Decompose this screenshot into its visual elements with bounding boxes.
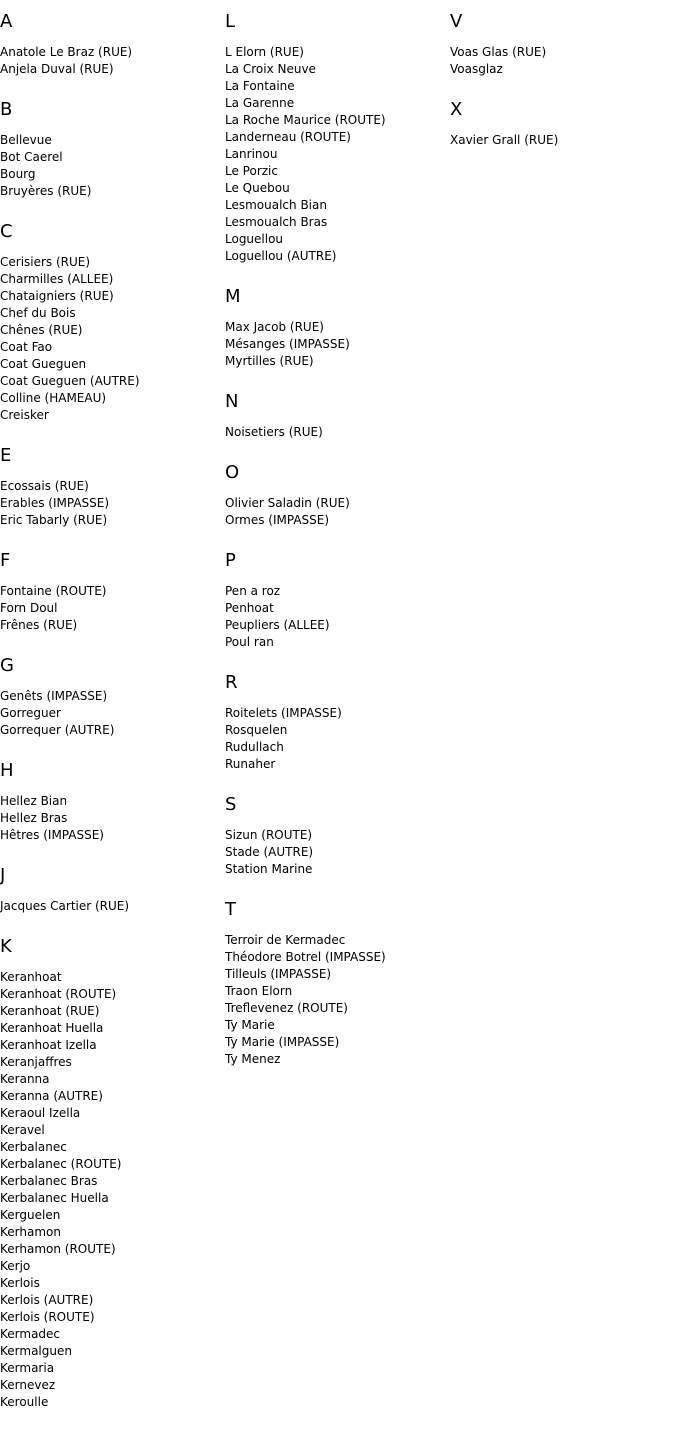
street-name: L Elorn (RUE): [225, 45, 304, 59]
street-name: Kerguelen: [0, 1208, 61, 1222]
street-name: Forn Doul: [0, 601, 58, 615]
street-name: Coat Gueguen: [0, 357, 87, 371]
street-name: Kerhamon (ROUTE): [0, 1242, 116, 1256]
street-name: Pen a roz: [225, 584, 281, 598]
street-name: Keranhoat (ROUTE): [0, 987, 117, 1001]
street-name: La Croix Neuve: [225, 62, 316, 76]
street-list: [0, 132, 220, 200]
street-name: Le Quebou: [225, 181, 290, 195]
letter-heading: B: [0, 99, 13, 120]
street-name: Runaher: [225, 757, 276, 771]
street-name: Keraoul Izella: [0, 1106, 81, 1120]
letter-heading: P: [225, 550, 236, 571]
street-name: Ty Marie (IMPASSE): [225, 1035, 340, 1049]
street-name: La Roche Maurice (ROUTE): [225, 113, 386, 127]
street-list: [0, 969, 220, 1411]
street-name: Creisker: [0, 408, 49, 422]
street-name: Hellez Bras: [0, 811, 68, 825]
street-name: Xavier Grall (RUE): [450, 133, 559, 147]
street-name: Kerlois (ROUTE): [0, 1310, 95, 1324]
letter-group: [0, 759, 220, 844]
street-name: Kerjo: [0, 1259, 31, 1273]
street-name: Kermalguen: [0, 1344, 72, 1358]
street-name: Rosquelen: [225, 723, 288, 737]
street-name: Chênes (RUE): [0, 323, 83, 337]
letter-group: [0, 654, 220, 739]
street-name: Chataigniers (RUE): [0, 289, 114, 303]
street-index-column-3: [450, 10, 670, 149]
street-name: Voas Glas (RUE): [450, 45, 547, 59]
street-name: Kernevez: [0, 1378, 56, 1392]
street-name: Poul ran: [225, 635, 274, 649]
street-name: Gorrequer (AUTRE): [0, 723, 115, 737]
letter-heading: C: [0, 221, 13, 242]
street-name: Anjela Duval (RUE): [0, 62, 114, 76]
street-name: Noisetiers (RUE): [225, 425, 323, 439]
letter-group: [0, 935, 220, 1411]
street-name: Cerisiers (RUE): [0, 255, 91, 269]
street-name: La Garenne: [225, 96, 295, 110]
street-name: Rudullach: [225, 740, 284, 754]
letter-group: [225, 549, 445, 651]
letter-heading: E: [0, 445, 12, 466]
street-name: Sizun (ROUTE): [225, 828, 313, 842]
street-name: Treflevenez (ROUTE): [225, 1001, 348, 1015]
street-list: [0, 688, 220, 739]
street-name: Lesmoualch Bras: [225, 215, 328, 229]
street-list: [225, 44, 445, 265]
street-list: [0, 478, 220, 529]
letter-heading: G: [0, 655, 14, 676]
letter-group: [225, 10, 445, 265]
letter-heading: H: [0, 760, 14, 781]
street-name: Penhoat: [225, 601, 274, 615]
street-name: Keranna (AUTRE): [0, 1089, 103, 1103]
street-name: Kerlois (AUTRE): [0, 1293, 94, 1307]
letter-group: [0, 549, 220, 634]
street-name: Bot Caerel: [0, 150, 63, 164]
letter-group: [0, 444, 220, 529]
street-name: Keravel: [0, 1123, 45, 1137]
letter-group: [450, 10, 670, 78]
street-name: Kerlois: [0, 1276, 40, 1290]
street-name: Bellevue: [0, 133, 52, 147]
street-name: Tilleuls (IMPASSE): [225, 967, 332, 981]
street-name: Le Porzic: [225, 164, 278, 178]
street-name: Loguellou: [225, 232, 284, 246]
street-name: Charmilles (ALLEE): [0, 272, 114, 286]
street-name: Anatole Le Braz (RUE): [0, 45, 133, 59]
street-name: Colline (HAMEAU): [0, 391, 107, 405]
street-list: [225, 319, 445, 370]
letter-heading: V: [450, 11, 463, 32]
street-list: [225, 583, 445, 651]
street-name: Théodore Botrel (IMPASSE): [225, 950, 386, 964]
street-name: Lesmoualch Bian: [225, 198, 327, 212]
street-name: Keranhoat Izella: [0, 1038, 97, 1052]
street-name: Kerbalanec: [0, 1140, 67, 1154]
street-list: [450, 44, 670, 78]
street-name: Kermaria: [0, 1361, 55, 1375]
letter-group: [0, 10, 220, 78]
street-name: Keranna: [0, 1072, 50, 1086]
street-name: Ormes (IMPASSE): [225, 513, 330, 527]
street-list: [225, 495, 445, 529]
street-name: Mésanges (IMPASSE): [225, 337, 350, 351]
letter-heading: X: [450, 99, 463, 120]
street-name: Eric Tabarly (RUE): [0, 513, 108, 527]
letter-heading: J: [0, 865, 6, 886]
street-name: Hêtres (IMPASSE): [0, 828, 104, 842]
street-name: Station Marine: [225, 862, 313, 876]
street-name: Chef du Bois: [0, 306, 76, 320]
street-name: Genêts (IMPASSE): [0, 689, 108, 703]
letter-heading: R: [225, 672, 238, 693]
street-name: Voasglaz: [450, 62, 503, 76]
street-list: [225, 827, 445, 878]
letter-heading: N: [225, 391, 239, 412]
letter-group: [225, 793, 445, 878]
letter-heading: F: [0, 550, 11, 571]
street-name: Gorreguer: [0, 706, 61, 720]
street-name: Myrtilles (RUE): [225, 354, 314, 368]
street-name: La Fontaine: [225, 79, 295, 93]
letter-group: [225, 898, 445, 1068]
street-name: Stade (AUTRE): [225, 845, 314, 859]
letter-group: [0, 98, 220, 200]
street-name: Max Jacob (RUE): [225, 320, 324, 334]
letter-group: [225, 461, 445, 529]
street-index-column-2: [225, 10, 445, 1068]
street-name: Peupliers (ALLEE): [225, 618, 330, 632]
letter-group: [0, 220, 220, 424]
letter-group: [225, 671, 445, 773]
street-name: Frênes (RUE): [0, 618, 78, 632]
street-name: Ecossais (RUE): [0, 479, 89, 493]
street-name: Erables (IMPASSE): [0, 496, 110, 510]
street-name: Coat Gueguen (AUTRE): [0, 374, 140, 388]
street-name: Coat Fao: [0, 340, 53, 354]
letter-group: [0, 864, 220, 915]
street-name: Keranhoat: [0, 970, 62, 984]
street-list: [0, 254, 220, 424]
street-list: [0, 898, 220, 915]
street-list: [0, 583, 220, 634]
letter-group: [225, 390, 445, 441]
street-list: [0, 793, 220, 844]
street-name: Lanrinou: [225, 147, 278, 161]
street-list: [225, 424, 445, 441]
street-name: Fontaine (ROUTE): [0, 584, 107, 598]
letter-heading: O: [225, 462, 240, 483]
street-name: Olivier Saladin (RUE): [225, 496, 350, 510]
street-name: Terroir de Kermadec: [225, 933, 346, 947]
street-name: Keroulle: [0, 1395, 49, 1409]
street-name: Keranhoat (RUE): [0, 1004, 100, 1018]
street-list: [225, 932, 445, 1068]
street-name: Ty Marie: [225, 1018, 275, 1032]
letter-heading: A: [0, 11, 13, 32]
street-name: Kerhamon: [0, 1225, 61, 1239]
street-name: Landerneau (ROUTE): [225, 130, 351, 144]
letter-heading: L: [225, 11, 236, 32]
street-list: [0, 44, 220, 78]
letter-heading: K: [0, 936, 12, 957]
street-name: Ty Menez: [225, 1052, 281, 1066]
street-name: Traon Elorn: [225, 984, 293, 998]
street-name: Kerbalanec Bras: [0, 1174, 98, 1188]
street-name: Kerbalanec (ROUTE): [0, 1157, 122, 1171]
street-name: Kerbalanec Huella: [0, 1191, 109, 1205]
letter-heading: T: [225, 899, 236, 920]
street-list: [225, 705, 445, 773]
street-name: Kermadec: [0, 1327, 61, 1341]
letter-group: [225, 285, 445, 370]
street-name: Bruyères (RUE): [0, 184, 92, 198]
street-name: Roitelets (IMPASSE): [225, 706, 342, 720]
street-list: [450, 132, 670, 149]
letter-group: [450, 98, 670, 149]
street-name: Jacques Cartier (RUE): [0, 899, 130, 913]
street-name: Keranhoat Huella: [0, 1021, 104, 1035]
letter-heading: S: [225, 794, 237, 815]
street-name: Loguellou (AUTRE): [225, 249, 337, 263]
letter-heading: M: [225, 286, 241, 307]
street-index-column-1: [0, 10, 220, 1411]
street-name: Keranjaffres: [0, 1055, 72, 1069]
street-name: Hellez Bian: [0, 794, 68, 808]
street-name: Bourg: [0, 167, 36, 181]
